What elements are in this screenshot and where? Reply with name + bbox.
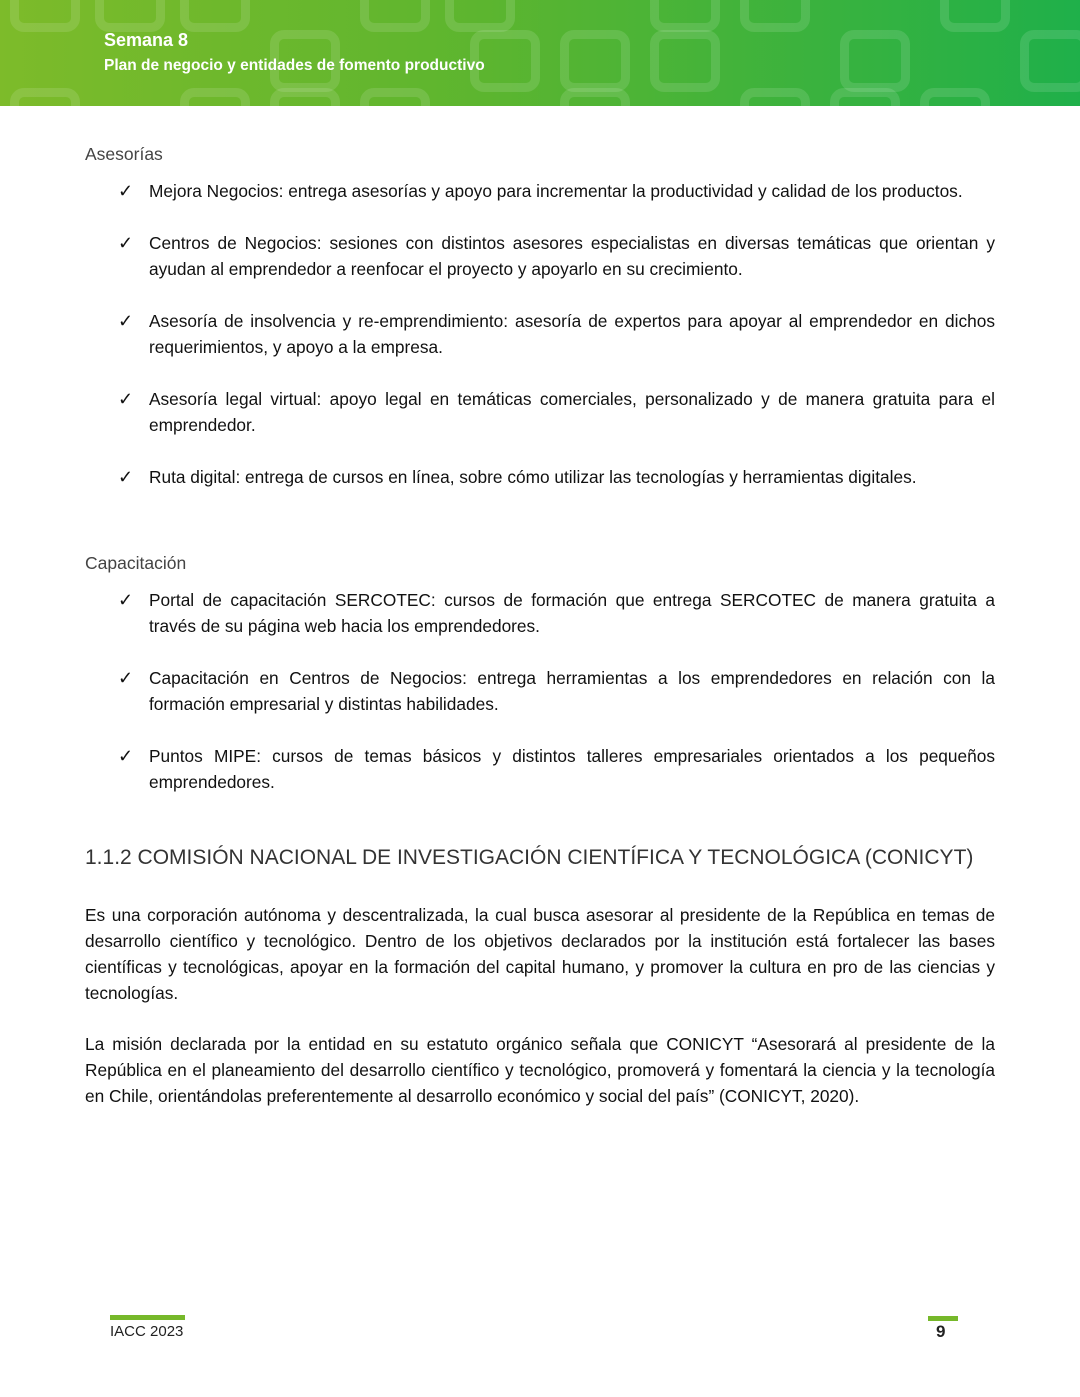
check-icon: ✓	[118, 181, 134, 201]
list-item	[118, 386, 995, 438]
list-item	[118, 743, 995, 795]
check-icon: ✓	[118, 746, 134, 766]
item-text: Centros de Negocios: sesiones con distintos asesores especialistas en diversas temáticas que orientan y ayudan al emprendedor a reenfocar el proyecto y apoyarlo en su crecimiento.	[149, 233, 995, 279]
paragraph: Es una corporación autónoma y descentralizada, la cual busca asesorar al presidente de la República en temas de desarrollo científico y tecnológico. Dentro de los objetivos declarados por la institución está fortalecer las bases científicas y tecnológicas, apoyar en la formación del capital humano, y promover la cultura en pro de las ciencias y tecnologías.	[85, 905, 995, 1003]
footer-accent-bar	[110, 1315, 185, 1320]
check-icon: ✓	[118, 311, 134, 331]
asesorias-list	[118, 178, 995, 516]
page-number-accent-bar	[928, 1316, 958, 1321]
footer-label: IACC 2023	[110, 1323, 184, 1340]
week-title: Semana 8	[104, 30, 189, 50]
page-header	[0, 0, 1080, 106]
check-icon: ✓	[118, 590, 134, 610]
capacitacion-list	[118, 587, 995, 821]
list-item	[118, 308, 995, 360]
asesorias-label: Asesorías	[85, 144, 163, 164]
check-icon: ✓	[118, 467, 134, 487]
check-icon: ✓	[118, 233, 134, 253]
page-number: 9	[936, 1322, 946, 1341]
list-item	[118, 587, 995, 639]
list-item	[118, 178, 995, 204]
item-text: Asesoría de insolvencia y re-emprendimiento: asesoría de expertos para apoyar al emprendedor en dichos requerimientos, y apoyo a la empresa.	[149, 311, 995, 357]
paragraph: La misión declarada por la entidad en su estatuto orgánico señala que CONICYT “Asesorará al presidente de la República en el planeamiento del desarrollo científico y tecnológico, promoverá y fomentará la ciencia y la tecnología en Chile, orientándolas preferentemente al desarrollo económico y social del país” (CONICYT, 2020).	[85, 1034, 995, 1106]
item-text: Mejora Negocios: entrega asesorías y apoyo para incrementar la productividad y calidad de los productos.	[149, 181, 963, 201]
item-text: Capacitación en Centros de Negocios: entrega herramientas a los emprendedores en relación con la formación empresarial y distintas habilidades.	[149, 668, 995, 714]
item-text: Puntos MIPE: cursos de temas básicos y distintos talleres empresariales orientados a los pequeños emprendedores.	[149, 746, 995, 792]
capacitacion-label: Capacitación	[85, 553, 187, 573]
item-text: Portal de capacitación SERCOTEC: cursos de formación que entrega SERCOTEC de manera gratuita a través de su página web hacia los emprendedores.	[149, 590, 995, 636]
list-item	[118, 230, 995, 282]
section-heading: 1.1.2 COMISIÓN NACIONAL DE INVESTIGACIÓN CIENTÍFICA Y TECNOLÓGICA (CONICYT)	[85, 846, 974, 869]
list-item	[118, 665, 995, 717]
check-icon: ✓	[118, 389, 134, 409]
item-text: Asesoría legal virtual: apoyo legal en temáticas comerciales, personalizado y de manera gratuita para el emprendedor.	[149, 389, 995, 435]
item-text: Ruta digital: entrega de cursos en línea, sobre cómo utilizar las tecnologías y herramientas digitales.	[149, 467, 917, 487]
list-item	[118, 464, 995, 490]
check-icon: ✓	[118, 668, 134, 688]
document-subtitle: Plan de negocio y entidades de fomento productivo	[104, 57, 485, 74]
